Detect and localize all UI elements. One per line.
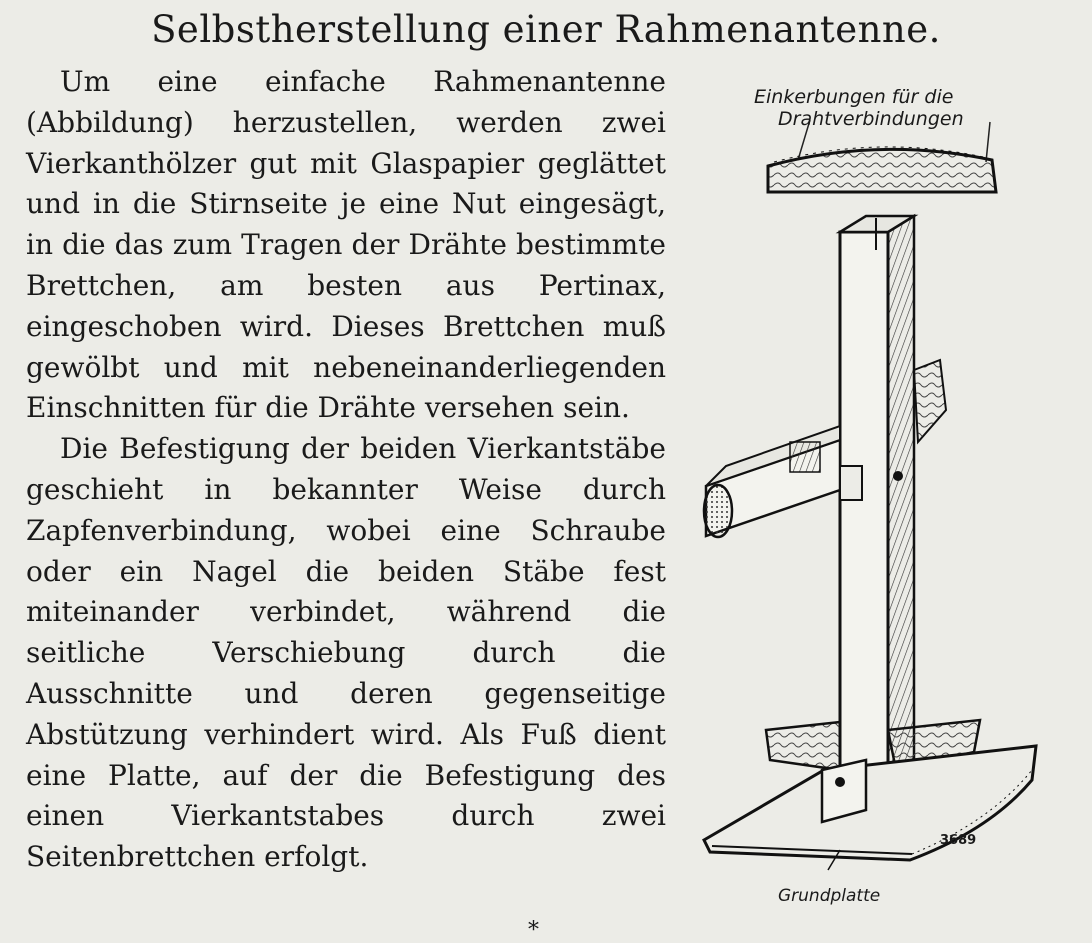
paragraph-1: Um eine einfache Rahmenantenne (Abbildung) herzustellen, werden zwei Vierkanthölzer gut mit Glaspapier geglättet und in die Stirnseite je eine Nut eingesägt, in die das zum Tragen der Drähte bestimmte Brettchen, am besten aus Pertinax, eingeschoben wird. Dieses Brettchen muß gewölbt und mit nebeneinanderliegenden Einschnitten für die Drähte versehen sein. (26, 65, 666, 425)
label-leader-line-right (986, 122, 990, 162)
post-foot-block (822, 760, 866, 822)
figure-label-base-plate: Grundplatte (778, 886, 881, 906)
figure-label-wire-connections: Drahtverbindungen (778, 108, 964, 130)
page-title: Selbstherstellung einer Rahmenantenne. (151, 8, 941, 51)
antenna-figure (690, 70, 1090, 930)
bar-rear-stub (914, 360, 946, 442)
bar-end-grain (704, 485, 732, 537)
section-separator: * (528, 918, 539, 943)
wire-holder-board (768, 147, 996, 192)
antenna-drawing (690, 70, 1090, 930)
article-body (26, 62, 666, 878)
foot-screw (835, 777, 845, 787)
paragraph-2: Die Befestigung der beiden Vierkantstäbe geschieht in bekannter Weise durch Zapfenverbindung, wobei eine Schraube oder ein Nagel die beiden Stäbe fest miteinander verbindet, während die seitliche Verschiebung durch die Ausschnitte und deren gegenseitige Abstützung verhindert wird. Als Fuß dient eine Platte, auf der die Befestigung des einen Vierkantstabes durch zwei Seitenbrettchen erfolgt. (26, 432, 666, 874)
base-plate (704, 746, 1036, 870)
figure-number: 3689 (940, 833, 977, 848)
screw-head (893, 471, 903, 481)
figure-label-notches: Einkerbungen für die (754, 86, 954, 108)
